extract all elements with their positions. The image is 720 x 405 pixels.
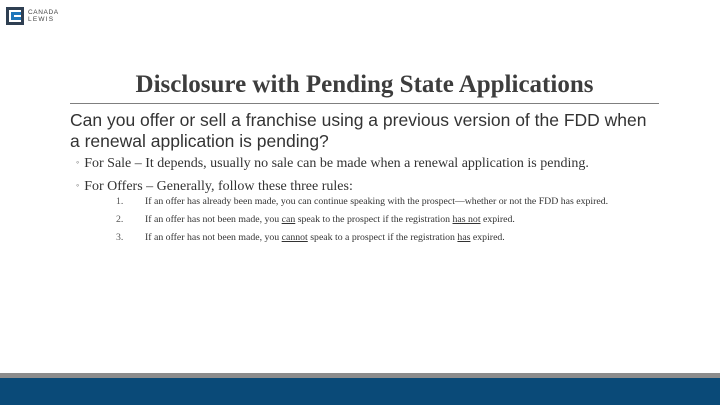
rule-item — [116, 196, 661, 207]
rule-emphasis: has not — [452, 214, 481, 225]
rule-emphasis: cannot — [281, 232, 308, 243]
rule-text-part: expired. — [470, 232, 505, 243]
rule-text-part: speak to the prospect if the registration — [295, 214, 453, 225]
rule-emphasis: has — [457, 232, 471, 243]
rule-number: 1. — [116, 196, 124, 207]
rule-emphasis: can — [281, 214, 296, 225]
logo-wordmark — [28, 9, 59, 23]
canada-lewis-logo-icon — [6, 7, 24, 25]
bullet-text: For Sale – It depends, usually no sale can be made when a renewal application is pending. — [84, 156, 589, 171]
bullet-circle-icon: ◦ — [76, 180, 80, 190]
rule-item — [116, 214, 661, 225]
bullet-text: For Offers – Generally, follow these three rules: — [84, 179, 353, 194]
bullet-item — [76, 155, 676, 173]
rule-item — [116, 232, 661, 243]
company-logo — [6, 7, 59, 25]
rule-number: 3. — [116, 232, 124, 243]
logo-line-2: LEWIS — [28, 16, 55, 23]
rule-text-part: If an offer has not been made, you — [145, 232, 282, 243]
slide-title: Disclosure with Pending State Applications — [135, 71, 594, 98]
rule-text: If an offer has already been made, you can continue speaking with the prospect—whether or not the FDD has expired. — [145, 196, 609, 207]
logo-line-1: CANADA — [28, 9, 59, 16]
bullet-item — [76, 178, 676, 196]
rule-text — [145, 232, 661, 243]
rule-text-part: expired. — [480, 214, 515, 225]
title-underline-divider — [70, 103, 659, 104]
rule-text-part: speak to a prospect if the registration — [307, 232, 458, 243]
footer-blue-band — [0, 378, 720, 405]
rules-list — [116, 196, 661, 250]
slide-question: Can you offer or sell a franchise using a previous version of the FDD when a renewal application is pending? — [70, 110, 647, 151]
rule-text — [145, 214, 661, 225]
rule-number: 2. — [116, 214, 124, 225]
rule-text-part: If an offer has not been made, you — [145, 214, 282, 225]
bullet-circle-icon: ◦ — [76, 157, 80, 167]
